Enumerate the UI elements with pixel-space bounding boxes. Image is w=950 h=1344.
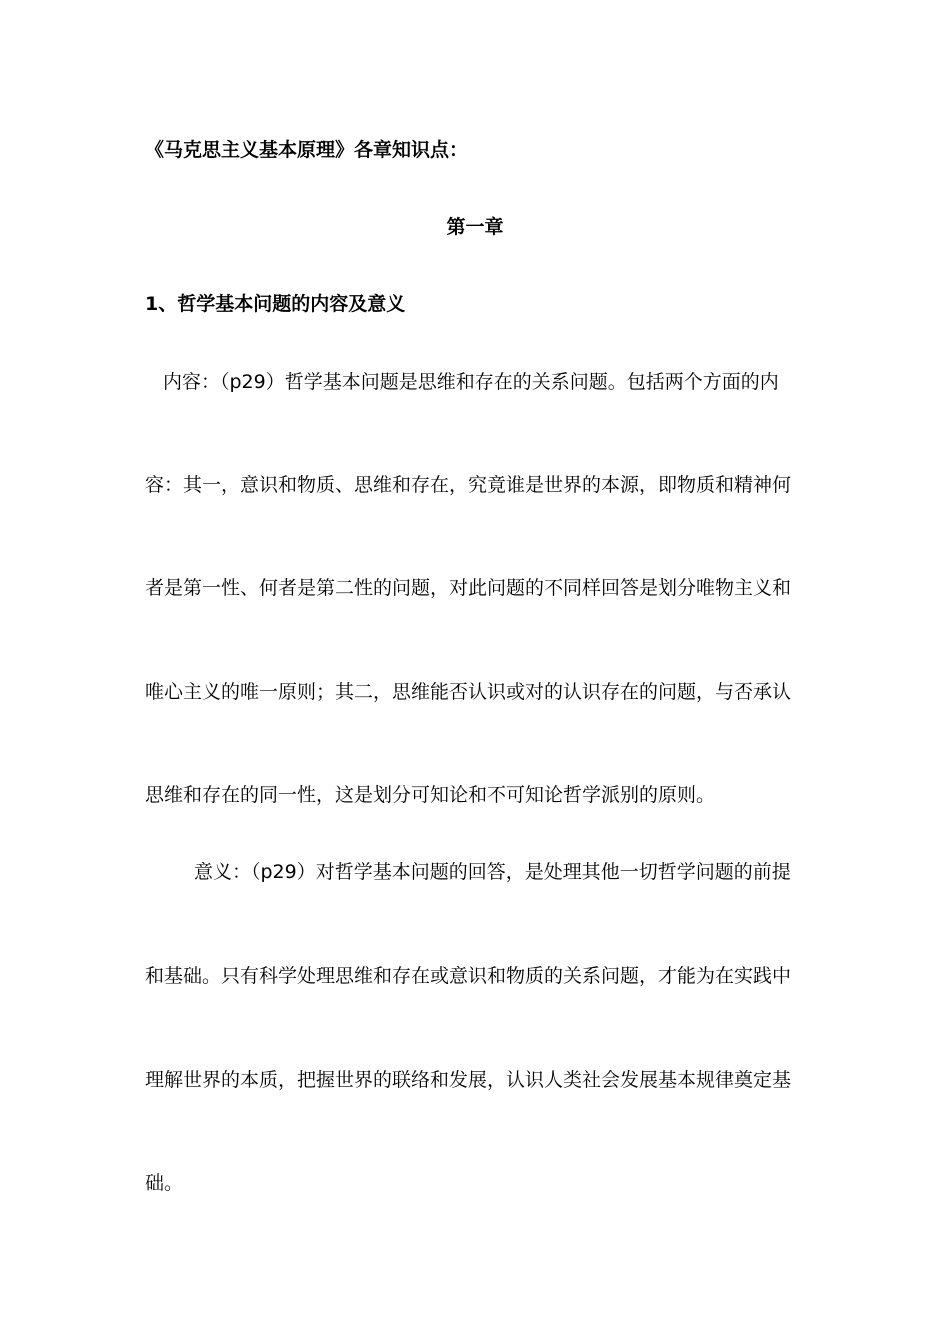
paragraph-line: 意义：（p29）对哲学基本问题的回答，是处理其他一切哲学问题的前提	[194, 861, 791, 883]
paragraph-line: 和基础。只有科学处理思维和存在或意识和物质的关系问题，才能为在实践中	[145, 965, 792, 987]
paragraph-line: 唯心主义的唯一原则；其二，思维能否认识或对的认识存在的问题，与否承认	[145, 681, 792, 703]
document-title: 《马克思主义基本原理》各章知识点：	[145, 139, 469, 161]
paragraph-line: 者是第一性、何者是第二性的问题，对此问题的不同样回答是划分唯物主义和	[145, 577, 792, 599]
section-heading: 1、哲学基本问题的内容及意义	[145, 293, 406, 315]
paragraph-line: 础。	[145, 1172, 184, 1194]
paragraph-line: 思维和存在的同一性，这是划分可知论和不可知论哲学派别的原则。	[145, 784, 716, 806]
paragraph-line: 容：其一，意识和物质、思维和存在，究竟谁是世界的本源，即物质和精神何	[145, 474, 792, 496]
paragraph-line: 理解世界的本质，把握世界的联络和发展，认识人类社会发展基本规律奠定基	[145, 1069, 792, 1091]
chapter-heading: 第一章	[446, 216, 504, 238]
paragraph-line: 内容：（p29）哲学基本问题是思维和存在的关系问题。包括两个方面的内	[163, 371, 779, 393]
